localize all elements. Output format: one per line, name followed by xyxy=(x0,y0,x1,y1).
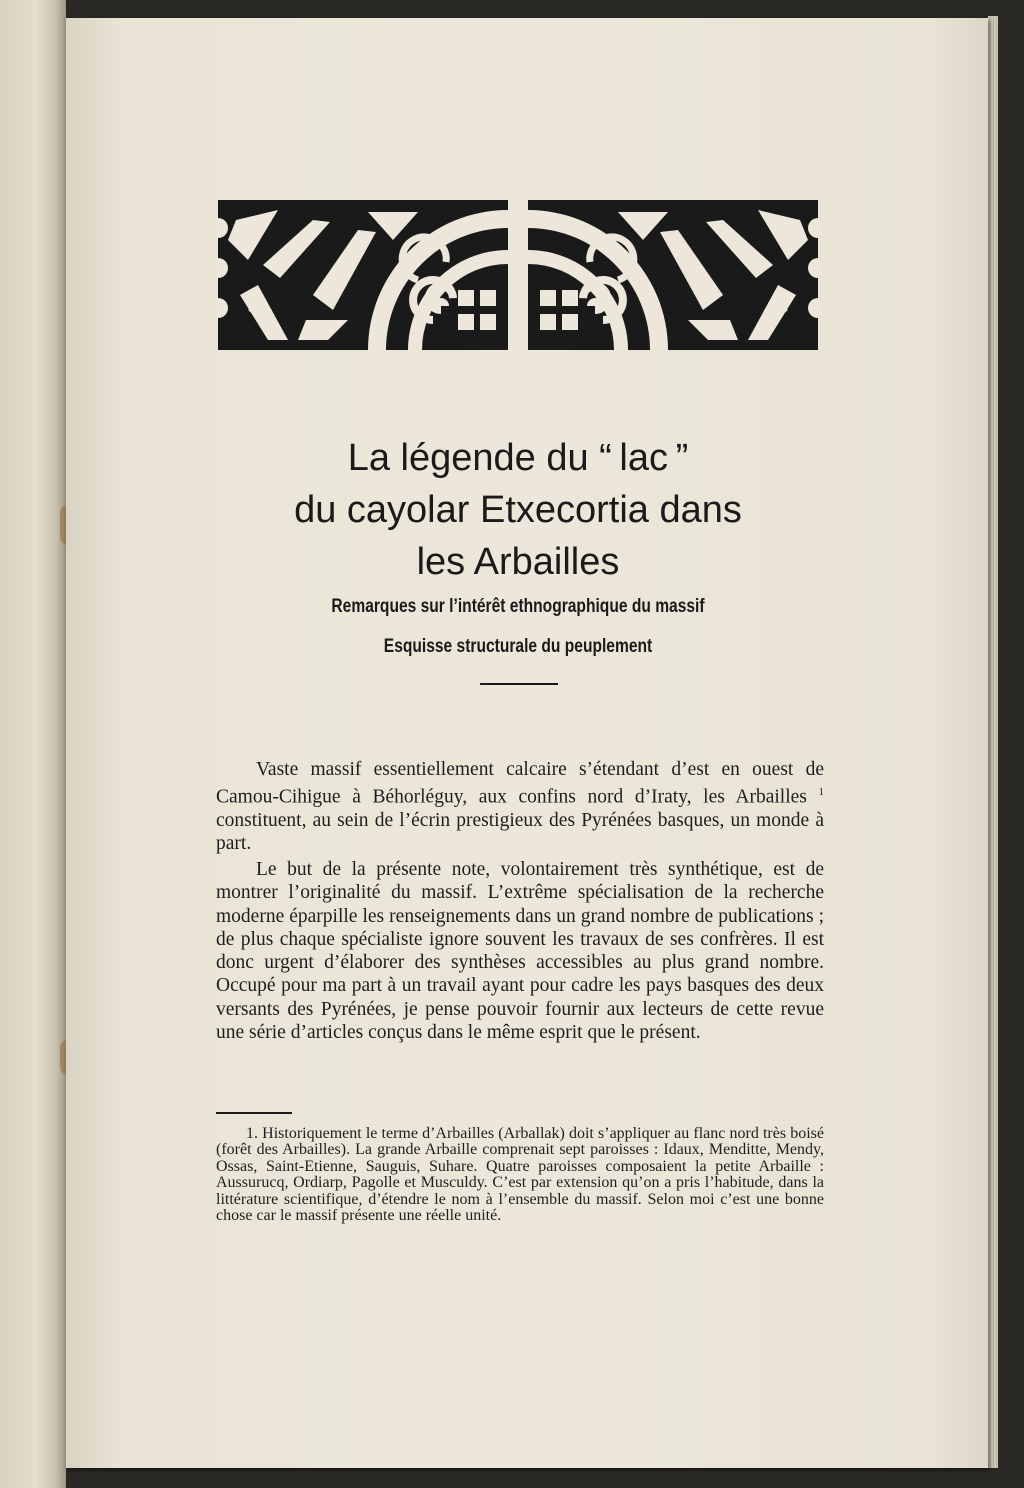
paragraph-1-text-end: constituent, au sein de l’écrin prestigieux des Pyrénées basques, un monde à part. xyxy=(216,810,824,855)
title-line: La légende du “ lac ” xyxy=(347,437,689,479)
footnote-ref: 1 xyxy=(818,786,825,799)
left-facing-page xyxy=(0,0,66,1488)
paragraph-1 xyxy=(216,758,824,856)
article-title xyxy=(200,432,836,588)
title-line: les Arbailles xyxy=(416,541,620,583)
subtitle-1: Remarques sur l’intérêt ethnographique du massif xyxy=(331,596,705,617)
basque-ornament-icon xyxy=(218,200,818,350)
decorative-frieze xyxy=(218,200,818,350)
title-divider xyxy=(480,683,558,685)
page-edge xyxy=(988,16,998,1468)
title-line: du cayolar Etxecortia dans xyxy=(294,489,742,531)
footnote-1: 1. Historiquement le terme d’Arbailles (Arballak) doit s’appliquer au flanc nord très boisé (forêt des Arbailles). La grande Arbaille comprenait sept paroisses : Idaux, Menditte, Mendy, Ossas, Saint-Etienne, Sauguis, Suhare. Quatre paroisses composaient la petite Arbaille : Aussurucq, Ordiarp, Pagolle et Musculdy. C’est par extension qu’on a pris l’habitude, dans la littérature scientifique, d’étendre le nom à l’ensemble du massif. Selon moi c’est une bonne chose car le massif présente une réelle unité. xyxy=(216,1125,824,1225)
footnote-divider xyxy=(216,1112,292,1114)
paragraph-1-text: Vaste massif essentiellement calcaire s’étendant d’est en ouest de Camou-Cihigue à Béhorléguy, aux confins nord d’Iraty, les Arbailles xyxy=(216,759,824,808)
subtitle-2: Esquisse structurale du peuplement xyxy=(383,636,653,657)
paragraph-2: Le but de la présente note, volontairement très synthétique, est de montrer l’originalité du massif. L’extrême spécialisation de la recherche moderne éparpille les renseignements dans un grand nombre de publications ; de plus chaque spécialiste ignore souvent les travaux de ses confrères. Il est donc urgent d’élaborer des synthèses accessibles au plus grand nombre. Occupé pour ma part à un travail ayant pour cadre les pays basques des deux versants des Pyrénées, je pense pouvoir fournir aux lecteurs de cette revue une série d’articles conçus dans le même esprit que le présent. xyxy=(216,859,824,1044)
